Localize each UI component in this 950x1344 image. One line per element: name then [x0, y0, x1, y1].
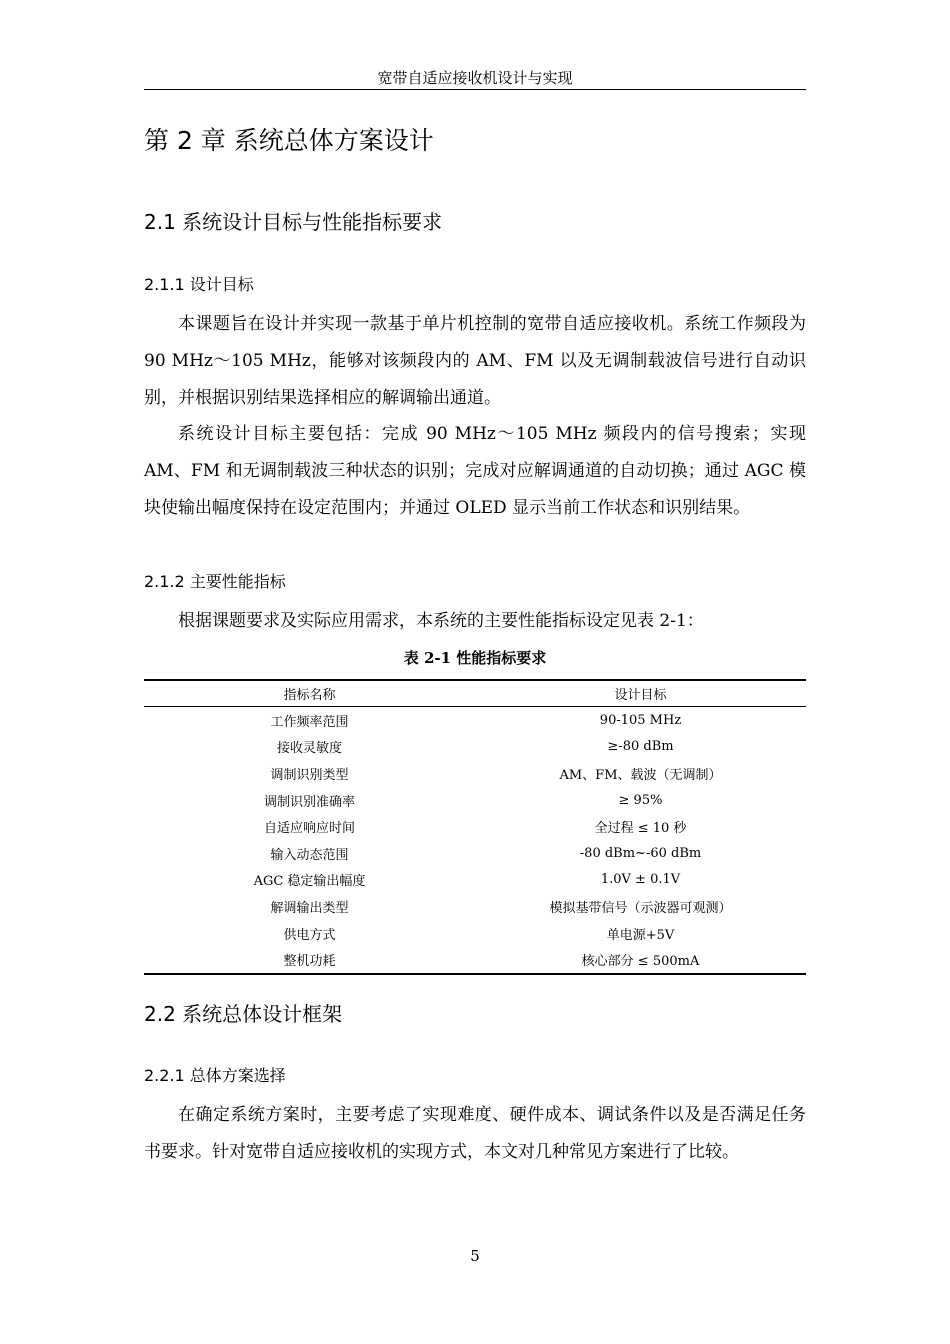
table-cell-metric: 输入动态范围	[270, 847, 349, 863]
table-cell-metric: 接收灵敏度	[276, 741, 342, 757]
table-cell-target: 核心部分 ≤ 500mA	[581, 954, 700, 970]
table-row	[144, 813, 806, 840]
table-caption: 表 2-1 性能指标要求	[403, 649, 547, 667]
table-row	[144, 946, 806, 974]
section-heading-2-1: 2.1 系统设计目标与性能指标要求	[144, 210, 443, 234]
table-row	[144, 840, 806, 867]
chapter-title: 第 2 章 系统总体方案设计	[144, 126, 434, 155]
table-cell-target: 90-105 MHz	[599, 712, 682, 728]
paragraph-design-goal-2: 系统设计目标主要包括：完成 90 MHz～105 MHz 频段内的信号搜索；实现 AM、FM 和无调制载波三种状态的识别；完成对应解调通道的自动切换；通过 AGC 模块使输出幅度保持在设定范围内；并通过 OLED 显示当前工作状态和识别结果。	[144, 424, 806, 518]
table-cell-metric: AGC 稳定输出幅度	[253, 874, 366, 890]
section-heading-2-2: 2.2 系统总体设计框架	[144, 1002, 343, 1026]
table-header-row	[144, 680, 806, 707]
table-row	[144, 787, 806, 814]
table-cell-metric: 工作频率范围	[270, 714, 349, 730]
running-header: 宽带自适应接收机设计与实现	[377, 69, 573, 87]
subsection-heading-2-2-1: 2.2.1 总体方案选择	[144, 1066, 286, 1085]
table-cell-target: 单电源+5V	[606, 927, 675, 943]
table-cell-target: ≥ 95%	[618, 792, 663, 808]
table-cell-metric: 调制识别类型	[270, 767, 349, 783]
table-cell-target: 模拟基带信号（示波器可观测）	[549, 900, 732, 916]
table-cell-metric: 供电方式	[283, 927, 336, 943]
table-row	[144, 867, 806, 894]
table-row	[144, 760, 806, 787]
table-cell-metric: 解调输出类型	[270, 900, 349, 916]
paragraph-design-goal-1: 本课题旨在设计并实现一款基于单片机控制的宽带自适应接收机。系统工作频段为 90 MHz～105 MHz，能够对该频段内的 AM、FM 以及无调制载波信号进行自动识别，并根据识别结果选择相应的解调输出通道。	[144, 314, 806, 408]
table-cell-target: -80 dBm~-60 dBm	[579, 845, 702, 861]
performance-table	[144, 679, 806, 975]
table-cell-metric: 整机功耗	[283, 954, 336, 970]
table-cell-target: ≥-80 dBm	[607, 739, 674, 755]
table-cell-metric: 自适应响应时间	[263, 821, 355, 837]
table-row	[144, 920, 806, 947]
subsection-heading-2-1-2: 2.1.2 主要性能指标	[144, 572, 286, 591]
page-number: 5	[470, 1247, 480, 1265]
table-header-cell: 设计目标	[475, 680, 806, 707]
table-cell-metric: 调制识别准确率	[263, 794, 355, 810]
table-cell-target: AM、FM、载波（无调制）	[559, 767, 722, 783]
table-cell-target: 全过程 ≤ 10 秒	[594, 821, 687, 837]
table-cell-target: 1.0V ± 0.1V	[600, 872, 681, 888]
table-row	[144, 734, 806, 761]
header-rule	[144, 89, 806, 90]
subsection-heading-2-1-1: 2.1.1 设计目标	[144, 275, 254, 294]
paragraph-performance-intro: 根据课题要求及实际应用需求，本系统的主要性能指标设定见表 2-1：	[178, 611, 704, 631]
paragraph-scheme-selection: 在确定系统方案时，主要考虑了实现难度、硬件成本、调试条件以及是否满足任务书要求。针对宽带自适应接收机的实现方式，本文对几种常见方案进行了比较。	[144, 1105, 806, 1162]
table-header-cell: 指标名称	[144, 680, 475, 707]
table-row	[144, 893, 806, 920]
table-row	[144, 707, 806, 734]
